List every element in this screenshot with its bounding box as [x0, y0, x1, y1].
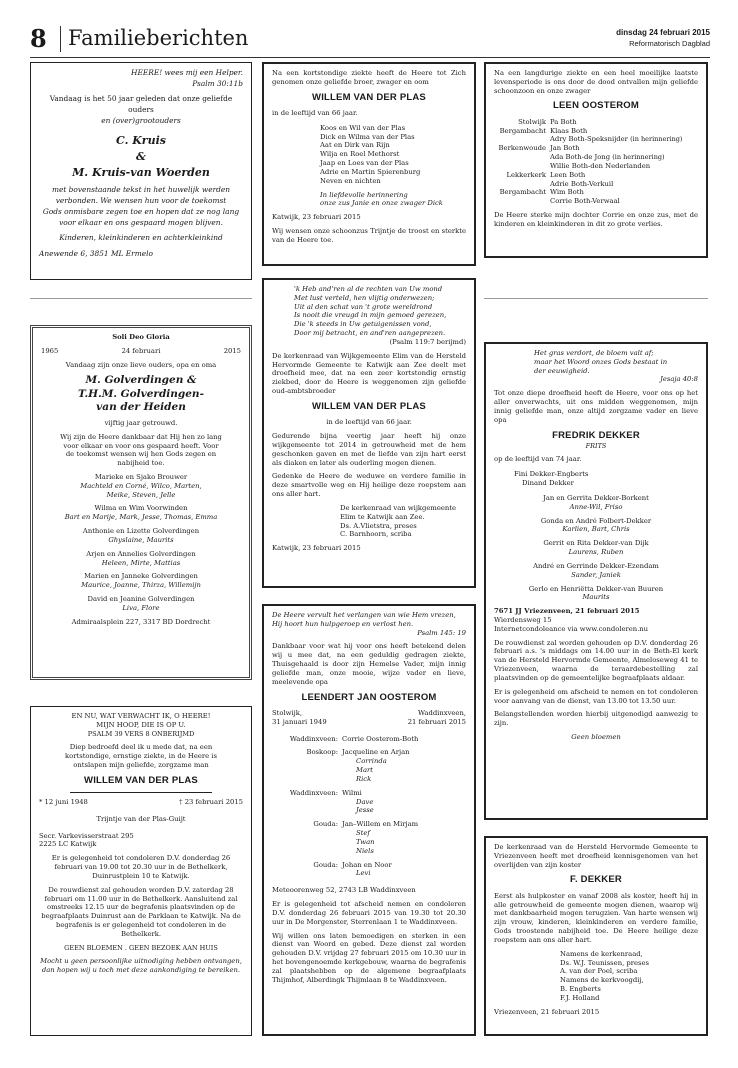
invitation: Belangstellenden worden hierbij uitgenodigd aanwezig te zijn.: [494, 710, 698, 728]
family-name: Wilma en Wim Voorwinden: [94, 504, 188, 513]
grandchildren: Heleen, Mirte, Mattias: [101, 558, 181, 567]
family-name: Dinand Dekker: [522, 479, 574, 488]
grandchild: Jesse: [356, 806, 374, 815]
notice-willem-family: [262, 62, 476, 266]
grandchild: Rick: [356, 774, 372, 783]
notice-text: De kerkenraad van de Hersteld Hervormde Gemeente te Vriezenveen heeft met droefheid kennisgenomen van het overlijden van zijn koster: [494, 843, 698, 869]
notice-text: ontslapen mijn geliefde, zorgzame man: [73, 760, 209, 769]
family-location: Waddinxveen:: [289, 734, 338, 743]
verse: De Heere vervult het verlangen van wie Hem vrezen,: [272, 611, 456, 619]
family-name: Jaap en Loes van der Plas: [320, 159, 409, 168]
condolence-link: Internetcondoleance via www.condoleren.nu: [494, 624, 649, 633]
family-name: Marien en Janneke Golverdingen: [84, 572, 198, 581]
notice-text: met bovenstaande tekst in het huwelijk werden: [51, 185, 230, 195]
notice-text: Vandaag is het 50 jaar geleden dat onze geliefde ouders: [49, 94, 233, 115]
notice-text: vijftig jaar getrouwd.: [104, 418, 178, 427]
closing-note: De Heere sterke mijn dochter Corrie en onze zus, met de kinderen en kleinkinderen in dit zo grote verlies.: [494, 211, 698, 228]
memorial-note: (in herinnering): [612, 153, 665, 162]
section-title: Familieberichten: [60, 26, 248, 52]
family-location: Waddinxveen:: [289, 788, 338, 797]
family-name: Johan en Noor: [342, 860, 392, 869]
family-name-text: Adry Both-Speksnijder: [550, 135, 628, 144]
notice-fredrik: [484, 342, 708, 820]
family-name: Jan Both: [550, 144, 580, 153]
notice-text: Tot onze diepe droefheid heeft de Heere, voor ons op het aller onverwachts, uit ons midden weggenomen, mijn innig geliefde man, onze altijd zorgzame vader en lieve opa: [494, 389, 698, 424]
verse-ref: Jesaja 40:8: [660, 375, 698, 384]
family-name: Gerrit en Rita Dekker-van Dijk: [543, 539, 649, 548]
couple-name: C. Kruis: [116, 133, 166, 147]
verse: der eeuwigheid.: [534, 366, 590, 375]
address: 7671 JJ Vriezenveen, 21 februari 2015: [494, 607, 640, 616]
divider: [30, 298, 252, 299]
birth-date: 31 januari 1949: [272, 717, 327, 726]
family-name: [550, 135, 698, 144]
life-dates: [39, 798, 243, 807]
age: op de leeftijd van 74 jaar.: [494, 455, 582, 464]
signature: F.J. Holland: [560, 993, 600, 1002]
couple-name: T.H.M. Golverdingen-: [78, 387, 204, 400]
verse: Uit al den schat van 't grote wereldrond: [294, 302, 433, 311]
family-name: Klaas Both: [550, 126, 588, 135]
signature: B. Engberts: [560, 985, 601, 994]
notice-text: Eerst als hulpkoster en vanaf 2008 als koster, heeft hij in alle getrouwheid de gemeente mogen dienen, waarop wij met dankbaarheid mogen terugzien. Van harte wensen wij zijn vrouw, kinderen, kleinkinderen en verdere familie, Gods troostende nabijheid toe. De Heere heilige deze roepstem aan ons aller hart.: [494, 891, 698, 944]
deceased-name: WILLEM VAN DER PLAS: [84, 774, 198, 786]
notice-text: kortstondige, ernstige ziekte, in de Heere is: [65, 751, 217, 760]
family-name: Gonda en André Folbert-Dekker: [540, 516, 652, 525]
signature: Namens de kerkvoogdij,: [560, 976, 644, 985]
verse: Hij hoort hun hulpgeroep en verlost hen.: [272, 619, 414, 628]
deceased-name: LEENDERT JAN OOSTEROM: [301, 691, 437, 703]
family-name: André en Gerrinde Dekker-Ezendam: [533, 561, 659, 570]
address: Wierdensweg 15: [494, 616, 552, 624]
grandchildren: Maurits: [582, 593, 610, 602]
family-name: Gerlo en Henriëtta Dekker-van Buuren: [528, 584, 664, 593]
family-name: Willie Both-den Nederlanden: [550, 161, 651, 170]
deceased-name: LEEN OOSTEROM: [553, 100, 639, 112]
grandchildren: Laurens, Ruben: [568, 548, 624, 557]
family-name: Jan–Willem en Mirjam: [342, 820, 419, 829]
family-name: Dick en Wilma van der Plas: [320, 132, 415, 141]
address: 2225 LC Katwijk: [39, 840, 97, 849]
family-name: Anthonie en Lizette Golverdingen: [82, 527, 200, 536]
year-end: 2015: [223, 346, 241, 355]
verse-ref: (Psalm 119:7 berijmd): [389, 337, 466, 346]
verse-ref: Psalm 30:11b: [192, 78, 243, 88]
signature: De kerkenraad van wijkgemeente: [340, 503, 457, 512]
family-name: Wilmi: [342, 788, 362, 797]
family-location: Bergambacht: [499, 126, 546, 135]
divider: [70, 792, 213, 793]
family-name: Adrie Both-Verkuil: [550, 179, 614, 188]
verse: Het gras verdort, de bloem valt af;: [534, 349, 654, 357]
grandchildren: Bart en Marije, Mark, Jesse, Thomas, Emma: [64, 513, 218, 522]
deceased-name: WILLEM VAN DER PLAS: [312, 91, 426, 103]
verse-ref: PSALM 39 VERS 8 ONBERIJMD: [87, 729, 195, 738]
birth-date: * 12 juni 1948: [39, 797, 88, 806]
place-date: Katwijk, 23 februari 2015: [272, 544, 361, 553]
verse: 'k Heb and'ren al de rechten van Uw mond: [294, 285, 443, 293]
service-info: De rouwdienst zal gehouden worden D.V. zaterdag 28 februari om 11.00 uur in de Bethelkerk. Aansluitend zal omstreeks 12.15 uur de begrafenis plaatsvinden op de begraafplaats Duinrust aan de Parklaan te Katwijk. Na de begrafenis is er gelegenheid tot condoleren in de Bethelkerk.: [41, 885, 241, 938]
verse-ref: Psalm 145: 19: [417, 628, 466, 637]
place-date: Vriezenveen, 21 februari 2015: [494, 1007, 600, 1016]
family-name: [550, 153, 698, 162]
verse: EN NU, WAT VERWACHT IK, O HEERE!: [71, 712, 211, 720]
address: Admiraalsplein 227, 3317 BD Dordrecht: [71, 617, 211, 626]
family-name: Pa Both: [550, 117, 577, 126]
family-name: Neven en nichten: [320, 176, 381, 185]
verse: Is nooit die vreugd in mijn gemoed gerezen,: [294, 311, 447, 320]
grandchild: Corrinda: [356, 757, 387, 766]
notice-text: Gedenke de Heere de weduwe en verdere familie in deze smartvolle weg en Hij heilige deze roepstem aan ons aller hart.: [272, 472, 466, 499]
grandchild: Twan: [356, 837, 375, 846]
notice-text: De kerkenraad van Wijkgemeente Elim van de Hersteld Hervormde Gemeente te Katwijk aan Zee deelt met droefheid mee, dat na een zeer kortstondig ernstig ziekbed, door de Heere is weggenomen zijn geliefde oud-ambtsbroeder: [272, 351, 466, 396]
signature: C. Barnhoorn, scriba: [340, 530, 412, 539]
notice-text: verbonden. We wensen hun voor de toekomst: [55, 196, 227, 206]
grandchild: Mart: [356, 766, 373, 775]
notice-text: Diep bedroefd deel ik u mede dat, na een: [69, 743, 213, 752]
widow-name: Trijntje van der Plas-Guijt: [96, 814, 186, 823]
page-header: [30, 22, 710, 58]
couple-name: M. Golverdingen &: [85, 374, 197, 387]
notice-text: nabijheid toe.: [117, 459, 165, 468]
family-name: Jacqueline en Arjan: [342, 748, 410, 757]
address: Anewende 6, 3851 ML Ermelo: [39, 249, 153, 259]
family-name: David en Jeanine Golverdingen: [87, 595, 195, 604]
notice-willem-church: [262, 278, 476, 588]
notice-text: de toekomst wensen wij hen Gods zegen en: [65, 450, 217, 459]
grandchildren: Sander, Janiek: [571, 570, 621, 579]
grandchild: Stef: [356, 829, 370, 838]
signature: Elim te Katwijk aan Zee.: [340, 512, 425, 521]
couple-name: van der Heiden: [96, 400, 186, 413]
notice-text: Gods onmisbare zegen toe en hopen dat ze nog lang: [42, 206, 240, 216]
nickname: FRITS: [585, 441, 607, 450]
address: Secr. Varkevisserstraat 295: [39, 831, 134, 840]
notice-text: Na een langdurige ziekte en een heel moeilijke laatste levensperiode is ons door de dood ontvallen mijn geliefde schoonzoon en onze zwager: [494, 69, 698, 95]
family-name: Jan en Gerrita Dekker-Borkent: [543, 493, 649, 502]
death-date: † 23 februari 2015: [179, 797, 243, 806]
notice-golverdingen: [30, 325, 252, 680]
verse: Met lust verteld, hen vlijtig onderwezen;: [294, 293, 435, 302]
notice-f-dekker: [484, 836, 708, 1036]
condolence-info: Er is gelegenheid tot afscheid nemen en condoleren D.V. donderdag 26 februari 2015 van 19.30 tot 20.30 uur in De Morgenster, Sterrenlaan 1 te Waddinxveen.: [272, 900, 466, 926]
verse: Door mij betracht, en and'ren aangeprezen.: [294, 329, 446, 338]
notice-text: Vandaag zijn onze lieve ouders, opa en oma: [65, 360, 217, 369]
family-location: Stolwijk: [518, 117, 546, 126]
verse: Die 'k steeds in Uw getuigenissen vond,: [294, 320, 432, 329]
notice-leendert: [262, 604, 476, 1036]
grandchildren: Machteld en Corné, Wilco, Marten,: [80, 481, 202, 490]
year-start: 1965: [41, 346, 59, 355]
signature: A. van der Poel, scriba: [560, 967, 638, 976]
condolence-info: Er is gelegenheid tot condoleren D.V. donderdag 26 februari van 19.00 tot 20.30 uur in de Bethelkerk, Duinrustplein 10 te Katwijk.: [51, 854, 231, 880]
page-number: 8: [30, 24, 47, 53]
family-name: Arjen en Annelies Golverdingen: [86, 549, 196, 558]
ampersand: &: [136, 149, 146, 163]
memorial-line: onze zus Janie en onze zwager Dick: [320, 199, 443, 208]
family-name: Wilja en Roel Methorst: [320, 150, 400, 159]
grandchild: Dave: [356, 797, 374, 806]
grandchildren: Liva, Flore: [122, 603, 160, 612]
notice-text: Gedurende bijna veertig jaar heeft hij onze wijkgemeente tot 2014 in getrouwheid met de hem geschonken gaven en met de liefde van zijn hart eerst als diaken en later als ouderling mogen dienen.: [272, 432, 466, 467]
family-name: Marieke en Sjako Brouwer: [94, 473, 188, 481]
closing-note: Wij wensen onze schoonzus Trijntje de troost en sterkte van de Heere toe.: [272, 227, 466, 244]
place-date: Katwijk, 23 februari 2015: [272, 213, 361, 222]
date: 24 februari: [121, 346, 161, 355]
grandchildren: Maurice, Joanne, Thirza, Willemijn: [81, 581, 201, 590]
date-line: [41, 347, 241, 356]
condolence-info: Er is gelegenheid om afscheid te nemen en tot condoleren voor aanvang van de dienst, van 13.00 tot 13.50 uur.: [494, 687, 698, 705]
family-location: Gouda:: [313, 820, 338, 829]
family-name: Corrie Oosterom-Both: [342, 734, 419, 743]
grandchild: Levi: [356, 869, 371, 878]
heading: Soli Deo Gloria: [112, 333, 170, 341]
family-location: Bergambacht: [499, 188, 546, 197]
age: in de leeftijd van 66 jaar.: [272, 109, 358, 117]
notice-text: Wij zijn de Heere dankbaar dat Hij hen zo lang: [60, 432, 222, 441]
issue-date: dinsdag 24 februari 2015: [616, 28, 710, 37]
signature: Ds. W.J. Teunissen, preses: [560, 958, 650, 967]
death-place: Waddinxveen,: [418, 708, 466, 717]
family-location: Berkenwoude: [498, 144, 546, 153]
service-info: De rouwdienst zal worden gehouden op D.V. donderdag 26 februari a.s. 's middags om 14.00 uur in de Beth-El kerk van de Hersteld Hervormde Gemeente, Almeloseweg 41 te Vriezenveen, waarna de teraardebestelling zal plaatsvinden op de gemeentelijke begraafplaats aldaar.: [494, 638, 698, 682]
family-name: Adrie en Martin Spierenburg: [320, 167, 421, 176]
grandchildren: Anne-Wil, Friso: [569, 502, 623, 511]
notice-leen: [484, 62, 708, 258]
family-name: Aat en Dirk van Rijn: [320, 141, 390, 150]
grandchildren: Ghyslaine, Maurits: [108, 535, 174, 544]
deceased-name: WILLEM VAN DER PLAS: [312, 400, 426, 412]
couple-name: M. Kruis-van Woerden: [72, 165, 210, 179]
divider: [484, 298, 708, 299]
family-location: Lekkerkerk: [506, 170, 546, 179]
notice-kruis: [30, 62, 252, 280]
family-name: Wim Both: [550, 188, 584, 197]
grandchildren: Karlien, Bart, Chris: [562, 525, 630, 534]
notice-text: Na een kortstondige ziekte heeft de Heere tot Zich genomen onze geliefde broer, zwager en oom: [272, 69, 466, 86]
family-name: Leen Both: [550, 170, 586, 179]
verse: MIJN HOOP, DIE IS OP U.: [96, 720, 186, 729]
death-date: 21 februari 2015: [407, 717, 466, 726]
notice-text: voor elkaar en ons gespaard mogen blijven.: [59, 217, 223, 227]
family-name-text: Ada Both-de Jong: [550, 153, 611, 162]
family-location: Boskoop:: [306, 748, 338, 757]
address: Meteoorenweg 52, 2743 LB Waddinxveen: [272, 886, 416, 895]
closing-note: Mocht u geen persoonlijke uitnodiging hebben ontvangen, dan hopen wij u toch met deze aankondiging te bereiken.: [40, 957, 242, 974]
life-dates: [272, 709, 466, 727]
notice-willem-widow: [30, 706, 252, 1036]
deceased-name: F. DEKKER: [570, 874, 622, 886]
no-flowers-note: Geen bloemen: [571, 733, 621, 742]
age: in de leeftijd van 66 jaar.: [326, 418, 412, 427]
notice-text: en (over)grootouders: [101, 115, 181, 125]
memorial-note: (in herinnering): [630, 135, 683, 144]
no-flowers-note: GEEN BLOEMEN . GEEN BEZOEK AAN HUIS: [64, 943, 218, 952]
signature: Ds. A.Vlietstra, preses: [340, 521, 417, 530]
memorial-line: In liefdevolle herinnering: [320, 190, 408, 199]
service-info: Wij willen ons laten bemoedigen en sterken in een dienst van Woord en gebed. Deze dienst zal worden gehouden D.V. vrijdag 27 februari 2015 om 10.30 uur in het bovengenoemde kerkgebouw, waarna de begrafenis zal plaatshebben op de algemene begraafplaats Thijmhof, Alberdingk Thijmlaan 8 te Waddinxveen.: [272, 931, 466, 984]
notice-text: voor elkaar en voor ons gespaard heeft. Voor: [63, 441, 219, 450]
family-name: Corrie Both-Verwaal: [550, 197, 620, 206]
family-signature: Kinderen, kleinkinderen en achterkleinkind: [59, 233, 223, 243]
family-location: Gouda:: [313, 860, 338, 869]
family-name: Fini Dekker-Engberts: [514, 470, 589, 479]
grandchild: Niels: [356, 846, 374, 855]
verse: maar het Woord onzes Gods bestaat in: [534, 357, 668, 366]
family-name: Koos en Wil van der Plas: [320, 123, 406, 132]
grandchildren: Meike, Steven, Jelle: [106, 490, 176, 499]
birth-place: Stolwijk,: [272, 708, 303, 717]
deceased-name: FREDRIK DEKKER: [552, 429, 640, 441]
signature: Namens de kerkenraad,: [560, 949, 643, 958]
newspaper-name: Reformatorisch Dagblad: [629, 39, 710, 48]
notice-text: Dankbaar voor wat hij voor ons heeft betekend delen wij u mee dat, na een geduldig gedragen ziekte, Thuisgehaald is door zijn Hemelse Vader, mijn innig geliefde man, onze mooie, wijze vader en lieve, meelevende opa: [272, 642, 466, 686]
verse: HEERE! wees mij een Helper.: [131, 68, 243, 77]
